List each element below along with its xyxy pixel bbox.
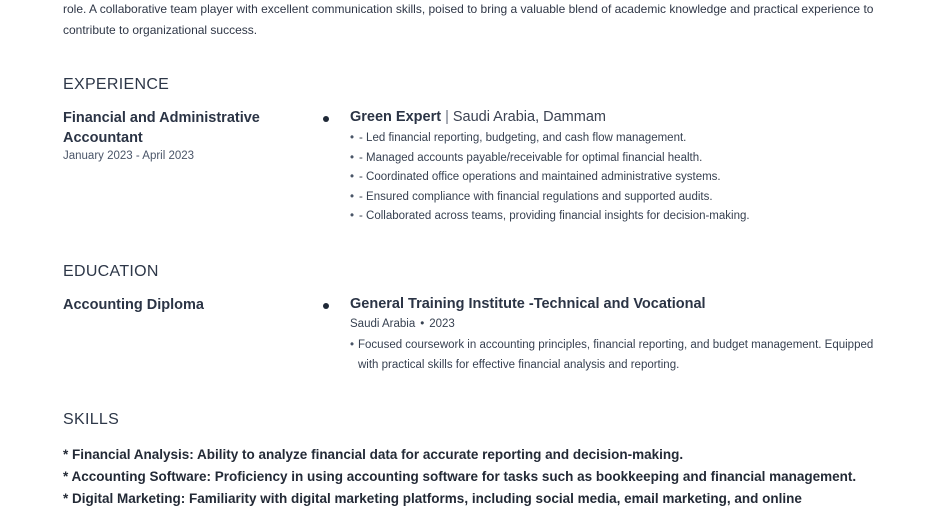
- education-year: 2023: [429, 318, 455, 330]
- skills-heading: SKILLS: [63, 411, 120, 428]
- education-desc-line-2: with practical skills for effective financial analysis and reporting.: [358, 358, 680, 371]
- skill-item: * Accounting Software: Proficiency in using accounting software for tasks such as bookkeeping and financial management.: [63, 469, 857, 484]
- institution: [350, 296, 706, 312]
- summary-line-2: contribute to organizational success.: [63, 23, 258, 37]
- job-dates: January 2023 - April 2023: [63, 150, 195, 162]
- education-description: [350, 336, 920, 375]
- skill-item: * Financial Analysis: Ability to analyze financial data for accurate reporting and decision-making.: [63, 447, 684, 462]
- education-desc-line-1: Focused coursework in accounting principles, financial reporting, and budget management. Equipped: [358, 339, 874, 351]
- job-title: Financial and Administrative Accountant: [63, 110, 260, 146]
- profile-summary: [63, 0, 913, 41]
- summary-line-1: role. A collaborative team player with excellent communication skills, poised to bring a valuable blend of academic knowledge and practical experience to: [63, 2, 874, 16]
- timeline-dot: [323, 303, 329, 309]
- list-item: • - Collaborated across teams, providing financial insights for decision-making.: [350, 207, 750, 227]
- experience-heading: EXPERIENCE: [63, 76, 170, 93]
- timeline-dot: [323, 116, 329, 122]
- meta-separator: •: [420, 318, 425, 330]
- education-meta: [350, 318, 455, 330]
- employer: [350, 109, 606, 125]
- skill-item: * Digital Marketing: Familiarity with digital marketing platforms, including social media, email marketing, and online: [63, 491, 802, 506]
- list-item: • - Led financial reporting, budgeting, and cash flow management.: [350, 129, 750, 149]
- company-name: Green Expert: [350, 109, 442, 125]
- list-item: • - Coordinated office operations and maintained administrative systems.: [350, 168, 750, 188]
- list-item: • - Managed accounts payable/receivable for optimal financial health.: [350, 149, 750, 169]
- institution-name: General Training Institute -Technical and Vocational: [350, 296, 706, 312]
- company-location: Saudi Arabia, Dammam: [452, 109, 606, 125]
- desc-bullet: •: [350, 339, 355, 351]
- education-country: Saudi Arabia: [350, 318, 416, 330]
- education-heading: EDUCATION: [63, 263, 159, 280]
- degree-title: Accounting Diploma: [63, 297, 204, 313]
- title-separator: |: [445, 109, 449, 125]
- skills-list: [63, 444, 856, 510]
- list-item: • - Ensured compliance with financial regulations and supported audits.: [350, 188, 750, 208]
- job-bullets: [350, 129, 750, 227]
